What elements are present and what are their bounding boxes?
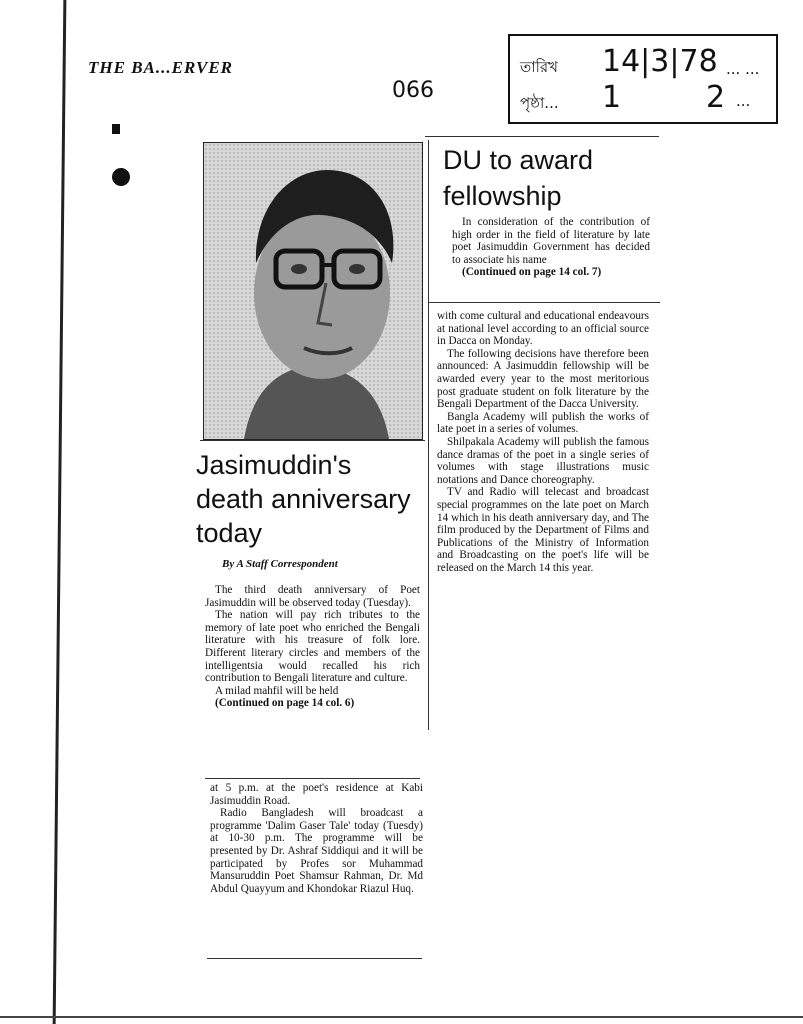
date-value: 14|3|78 <box>602 44 718 79</box>
right-continuation-divider <box>428 302 660 303</box>
right-continuation-paragraph: The following decisions have therefore been announced: A Jasimuddin fellowship will be awarded every year to the most meritorious post graduate student on folk literature by the Bengali Department of the Dacca University. <box>437 347 649 411</box>
left-continuation-divider <box>205 778 420 779</box>
left-paragraph: The third death anniversary of Poet Jasimuddin will be observed today (Tuesday). <box>205 584 420 609</box>
column-divider <box>428 140 429 730</box>
right-intro-body <box>452 216 650 279</box>
page-label: পৃষ্ঠা... <box>520 94 559 112</box>
page-bottom-line <box>0 1016 803 1018</box>
left-continued-note: (Continued on page 14 col. 6) <box>215 697 355 710</box>
right-continuation-paragraph: with come cultural and educational endeavours at national level according to an official source in Dacca on Monday. <box>437 310 649 348</box>
photo-divider <box>200 440 425 441</box>
punch-mark <box>112 124 120 134</box>
left-paragraph: The nation will pay rich tributes to the memory of late poet who enriched the Bengali literature with his treasure of folk lore. Different literary circles and members of the intelligentsia would recalled his rich contribution to Bengali literature and culture. <box>205 609 420 685</box>
left-continuation-paragraph: Radio Bangladesh will broadcast a programme 'Dalim Gaser Tale' today (Tuesdy) at 10-30 p.m. The programme will be presented by Dr. Ashraf Siddiqui and it will be participated by Profes sor Muhammad Mansuruddin Poet Shamsur Rahman, Dr. Md Abdul Quayyum and Khondokar Riazul Huq. <box>210 807 423 895</box>
left-bottom-rule <box>207 958 422 959</box>
left-article-body <box>205 584 420 710</box>
right-continuation-paragraph: Shilpakala Academy will publish the famous dance dramas of the poet in a single series of volumes with stage illustrations music notations and Dance choreography. <box>437 435 649 486</box>
left-continuation-paragraph: at 5 p.m. at the poet's residence at Kabi Jasimuddin Road. <box>210 782 423 807</box>
byline: By A Staff Correspondent <box>222 558 338 570</box>
date-dots: ... ... <box>726 60 760 78</box>
right-continuation-paragraph: TV and Radio will telecast and broadcast special programmes on the late poet on March 14 which in his death anniversary day, and The film produced by the Department of Films and Publications of the Ministry of Information and Broadcasting on the poet's life will be released on the March 14 this year. <box>437 486 649 574</box>
right-continued-note: (Continued on page 14 col. 7) <box>462 266 602 279</box>
page-dots: ... <box>736 92 751 110</box>
left-headline: Jasimuddin's death anniversary today <box>196 450 411 548</box>
page-edge-line <box>53 0 67 1024</box>
right-top-rule <box>425 136 659 137</box>
right-continuation-paragraph: Bangla Academy will publish the works of late poet in a series of volumes. <box>437 410 649 436</box>
poet-portrait-photo <box>203 142 423 440</box>
left-paragraph: A milad mahfil will be held <box>215 684 339 697</box>
right-intro-paragraph: In consideration of the contribution of high order in the field of literature by late poet Jasimuddin Government has decided to associate his name <box>452 216 650 266</box>
right-headline: DU to award fellowship <box>443 145 594 211</box>
left-continuation-body <box>210 782 423 895</box>
newspaper-masthead: THE BA...ERVER <box>88 58 234 77</box>
punch-hole <box>112 168 130 186</box>
page-value-1: 1 <box>602 80 622 115</box>
portrait-illustration <box>204 143 422 439</box>
page-value-2: 2 <box>706 80 726 115</box>
right-continuation-body <box>437 310 649 574</box>
date-stamp-box <box>508 34 778 124</box>
page-mark: 066 <box>392 78 434 103</box>
date-label: তারিখ <box>520 58 558 76</box>
